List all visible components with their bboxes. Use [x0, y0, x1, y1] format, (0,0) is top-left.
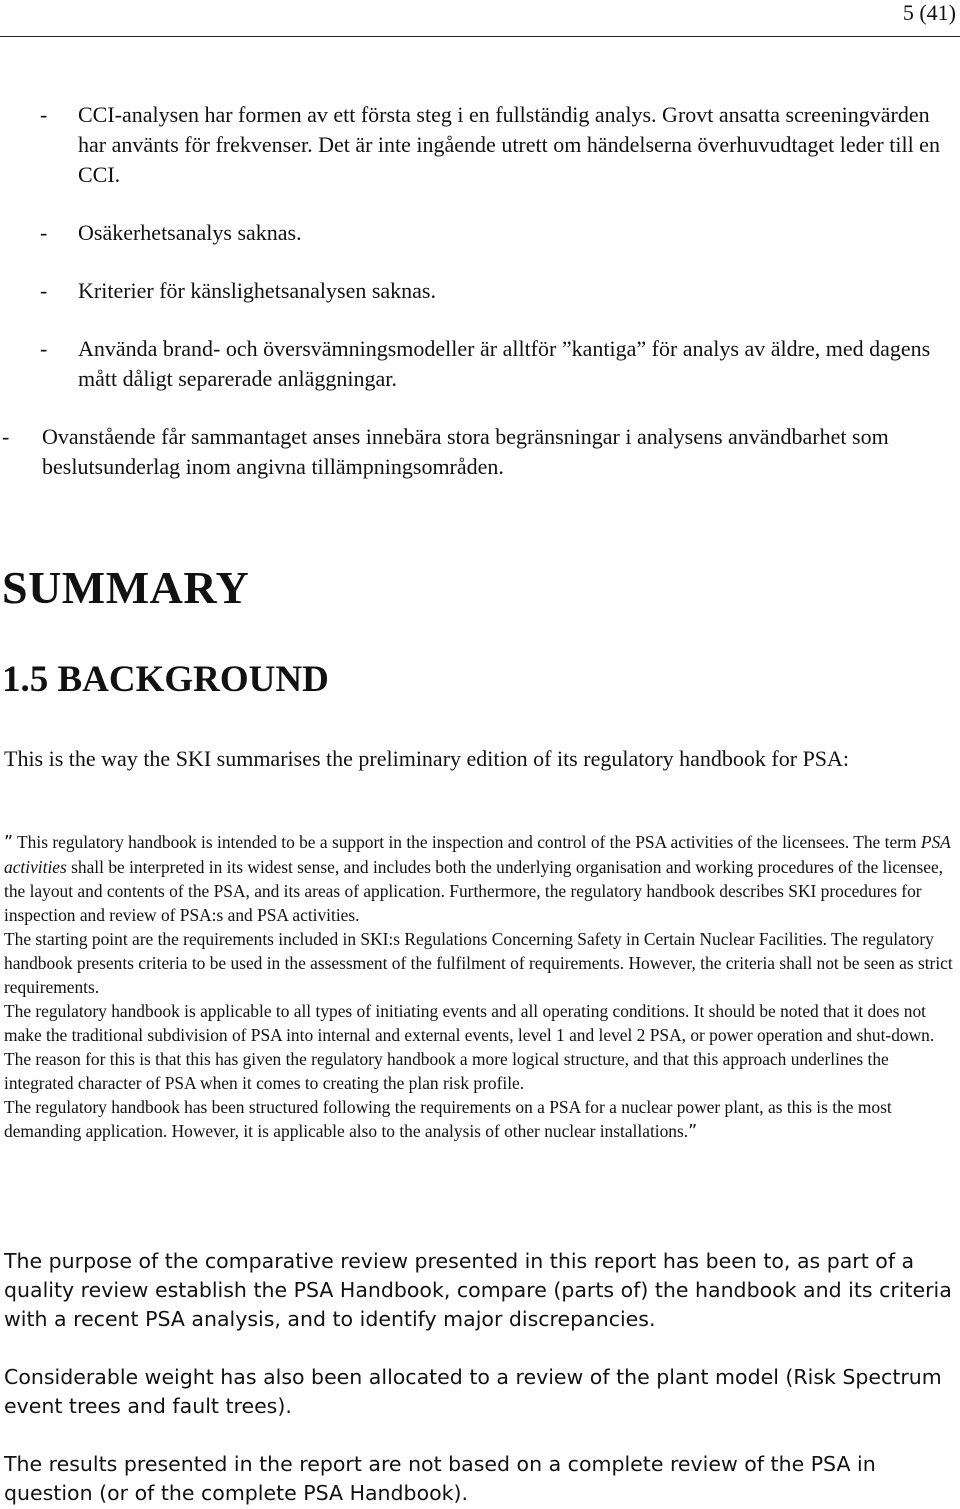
- bullet-item: [40, 218, 958, 248]
- quote-emphasis: PSA activities: [4, 832, 951, 877]
- quote-text: shall be interpreted in its widest sense, and includes both the underlying organisation and working procedures of the licensee, the layout and contents of the PSA, and its areas of application. Furthermore, the regulatory handbook describes SKI procedures for inspection and review of PSA:s and PSA activities.: [4, 857, 944, 925]
- bullet-dash: -: [40, 220, 48, 245]
- bullet-item: [40, 100, 958, 190]
- summary-heading: SUMMARY: [2, 562, 250, 613]
- body-paragraph: Considerable weight has also been allocated to a review of the plant model (Risk Spectrum event trees and fault trees).: [4, 1365, 942, 1418]
- open-quote-mark: ”: [4, 833, 14, 853]
- close-quote-mark: ”: [688, 1122, 698, 1142]
- intro-paragraph: This is the way the SKI summarises the preliminary edition of its regulatory handbook for PSA:: [4, 746, 850, 771]
- page-number: 5 (41): [902, 0, 956, 25]
- bullet-text: CCI-analysen har formen av ett första steg i en fullständig analys. Grovt ansatta screeningvärden har använts för frekvenser. Det är inte ingående utrett om händelserna överhuvudtaget leder till en CCI.: [78, 102, 940, 187]
- bullet-dash: -: [40, 102, 48, 127]
- quote-text: This regulatory handbook is intended to be a support in the inspection and control of the PSA activities of the licensees. The term: [13, 832, 921, 852]
- handbook-quote: [4, 830, 954, 1144]
- header-rule: [0, 36, 960, 37]
- quote-paragraph: The starting point are the requirements included in SKI:s Regulations Concerning Safety in Certain Nuclear Facilities. The regulatory handbook presents criteria to be used in the assessment of the fulfilment of requirements. However, the criteria shall not be seen as strict requirements.: [4, 929, 953, 997]
- bullet-text: Använda brand- och översvämningsmodeller är alltför ”kantiga” för analys av äldre, med dagens mått dåligt separerade anläggningar.: [78, 336, 931, 391]
- bullet-dash: -: [40, 278, 48, 303]
- conclusion-text: Ovanstående får sammantaget anses innebära stora begränsningar i analysens användbarhet som beslutsunderlag inom angivna tillämpningsområden.: [42, 424, 889, 479]
- quote-paragraph: [4, 1095, 954, 1144]
- bullet-item: [40, 276, 958, 306]
- body-paragraph: The purpose of the comparative review presented in this report has been to, as part of a quality review establish the PSA Handbook, compare (parts of) the handbook and its criteria with a recent PSA analysis, and to identify major discrepancies.: [4, 1249, 952, 1331]
- bullet-item: [40, 334, 958, 394]
- quote-paragraph: [4, 830, 954, 927]
- quote-paragraph: The regulatory handbook is applicable to all types of initiating events and all operating conditions. It should be noted that it does not make the traditional subdivision of PSA into internal and external events, level 1 and level 2 PSA, or power operation and shut-down. The reason for this is that this has given the regulatory handbook a more logical structure, and that this approach underlines the integrated character of PSA when it comes to creating the plan risk profile.: [4, 1001, 935, 1093]
- bullet-text: Osäkerhetsanalys saknas.: [78, 220, 302, 245]
- quote-text: The regulatory handbook has been structured following the requirements on a PSA for a nuclear power plant, as this is the most demanding application. However, it is applicable also to the analysis of other nuclear installations.: [4, 1097, 892, 1141]
- bullet-text: Kriterier för känslighetsanalysen saknas.: [78, 278, 436, 303]
- section-heading: 1.5 BACKGROUND: [2, 659, 329, 700]
- body-paragraph: The results presented in the report are not based on a complete review of the PSA in question (or of the complete PSA Handbook).: [4, 1452, 876, 1505]
- conclusion-item: [2, 422, 958, 482]
- bullet-dash: -: [2, 424, 10, 449]
- bullet-dash: -: [40, 336, 48, 361]
